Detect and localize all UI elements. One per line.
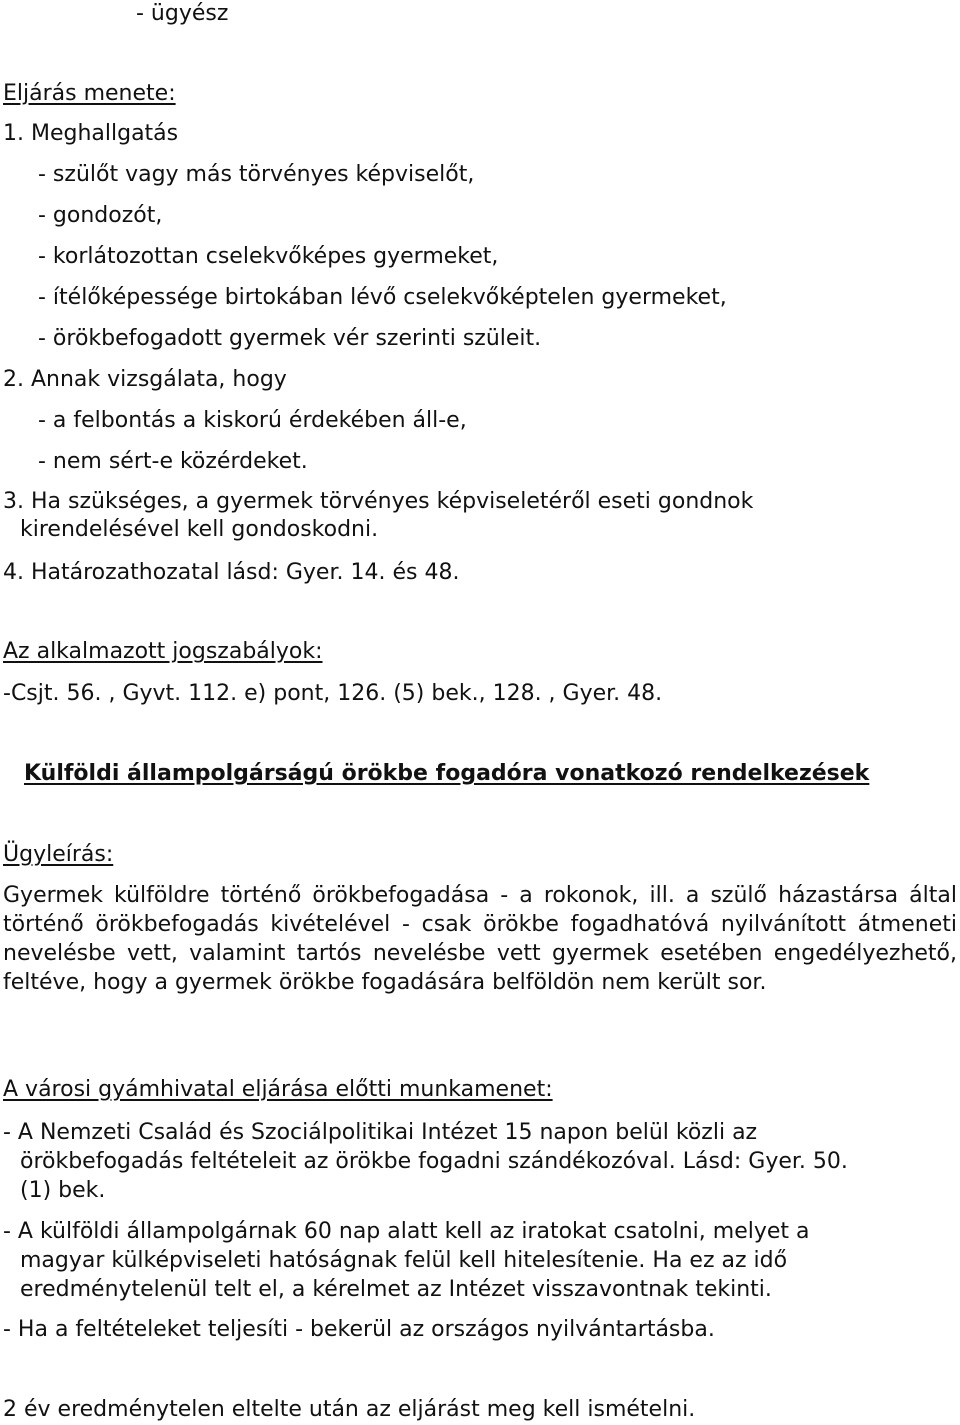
- role-item-prosecutor: - ügyész: [136, 1, 229, 26]
- workflow-item: - Ha a feltételeket teljesíti - bekerül az országos nyilvántartásba.: [3, 1317, 715, 1342]
- laws-text: -Csjt. 56. , Gyvt. 112. e) pont, 126. (5) bek., 128. , Gyer. 48.: [3, 681, 663, 706]
- description-text: Gyermek külföldre történő örökbefogadása - a rokonok, ill. a szülő házastársa által történő örökbefogadás kivételével - csak örökbe fogadhatóvá nyilvánított átmeneti nevelésbe vett, valamint tartós nevelésbe vett gyermek esetében engedélyezhető, feltéve, hogy a gyermek örökbe fogadására belföldön nem került sor.: [3, 883, 957, 995]
- laws-heading: Az alkalmazott jogszabályok:: [3, 639, 323, 664]
- description-heading: Ügyleírás:: [3, 842, 114, 867]
- step-1-item: - gondozót,: [38, 203, 163, 228]
- workflow-heading: A városi gyámhivatal eljárása előtti munkamenet:: [3, 1077, 553, 1102]
- section-title: Külföldi állampolgárságú örökbe fogadóra vonatkozó rendelkezések: [24, 761, 870, 786]
- workflow-item: - A Nemzeti Család és Szociálpolitikai Intézet 15 napon belül közli az örökbefogadás feltételeit az örökbe fogadni szándékozóval. Lásd: Gyer. 50. (1) bek.: [3, 1120, 848, 1203]
- step-2-item: - a felbontás a kiskorú érdekében áll-e,: [38, 408, 467, 433]
- step-2-item: - nem sért-e közérdeket.: [38, 449, 308, 474]
- workflow-footer: 2 év eredménytelen eltelte után az eljárást meg kell ismételni.: [3, 1397, 696, 1422]
- step-1-item: - korlátozottan cselekvőképes gyermeket,: [38, 244, 499, 269]
- step-2-title: 2. Annak vizsgálata, hogy: [3, 367, 287, 392]
- workflow-item: - A külföldi állampolgárnak 60 nap alatt kell az iratokat csatolni, melyet a magyar külképviseleti hatóságnak felül kell hitelesítenie. Ha ez az idő eredménytelenül telt el, a kérelmet az Intézet visszavontnak tekinti.: [3, 1219, 810, 1302]
- procedure-heading: Eljárás menete:: [3, 81, 176, 106]
- step-1-item: - szülőt vagy más törvényes képviselőt,: [38, 162, 475, 187]
- step-3: 3. Ha szükséges, a gyermek törvényes képviseletéről eseti gondnok kirendelésével kell gondoskodni.: [3, 489, 754, 542]
- step-1-item: - örökbefogadott gyermek vér szerinti szüleit.: [38, 326, 542, 351]
- step-1-item: - ítélőképessége birtokában lévő cselekvőképtelen gyermeket,: [38, 285, 727, 310]
- step-1-title: 1. Meghallgatás: [3, 121, 179, 146]
- step-4: 4. Határozathozatal lásd: Gyer. 14. és 48.: [3, 560, 460, 585]
